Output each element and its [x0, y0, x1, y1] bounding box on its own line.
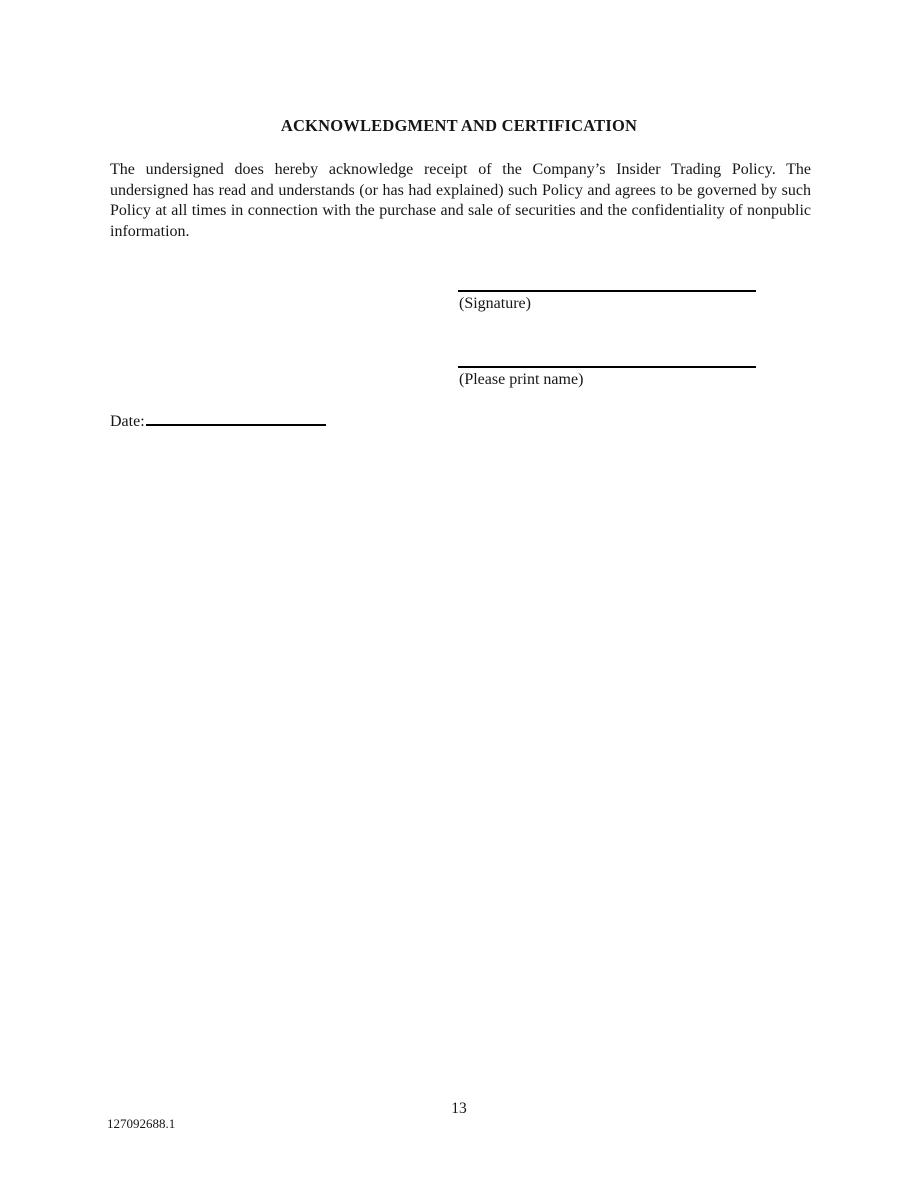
document-title: ACKNOWLEDGMENT AND CERTIFICATION: [280, 116, 638, 135]
print-name-blank-line[interactable]: [458, 366, 756, 368]
date-blank-line[interactable]: [146, 409, 326, 426]
signature-label: (Signature): [459, 295, 531, 312]
date-label: Date:: [110, 413, 145, 430]
date-row: [110, 409, 326, 431]
page-number: 13: [451, 1100, 467, 1117]
acknowledgment-paragraph: The undersigned does hereby acknowledge receipt of the Company’s Insider Trading Policy. The undersigned has read and understands (or has had explained) such Policy and agrees to be governed by such Policy at all times in connection with the purchase and sale of securities and the confidentiality of nonpublic information.: [110, 161, 811, 241]
print-name-label: (Please print name): [459, 371, 584, 388]
document-id-footer: 127092688.1: [107, 1116, 176, 1131]
signature-blank-line[interactable]: [458, 290, 756, 292]
